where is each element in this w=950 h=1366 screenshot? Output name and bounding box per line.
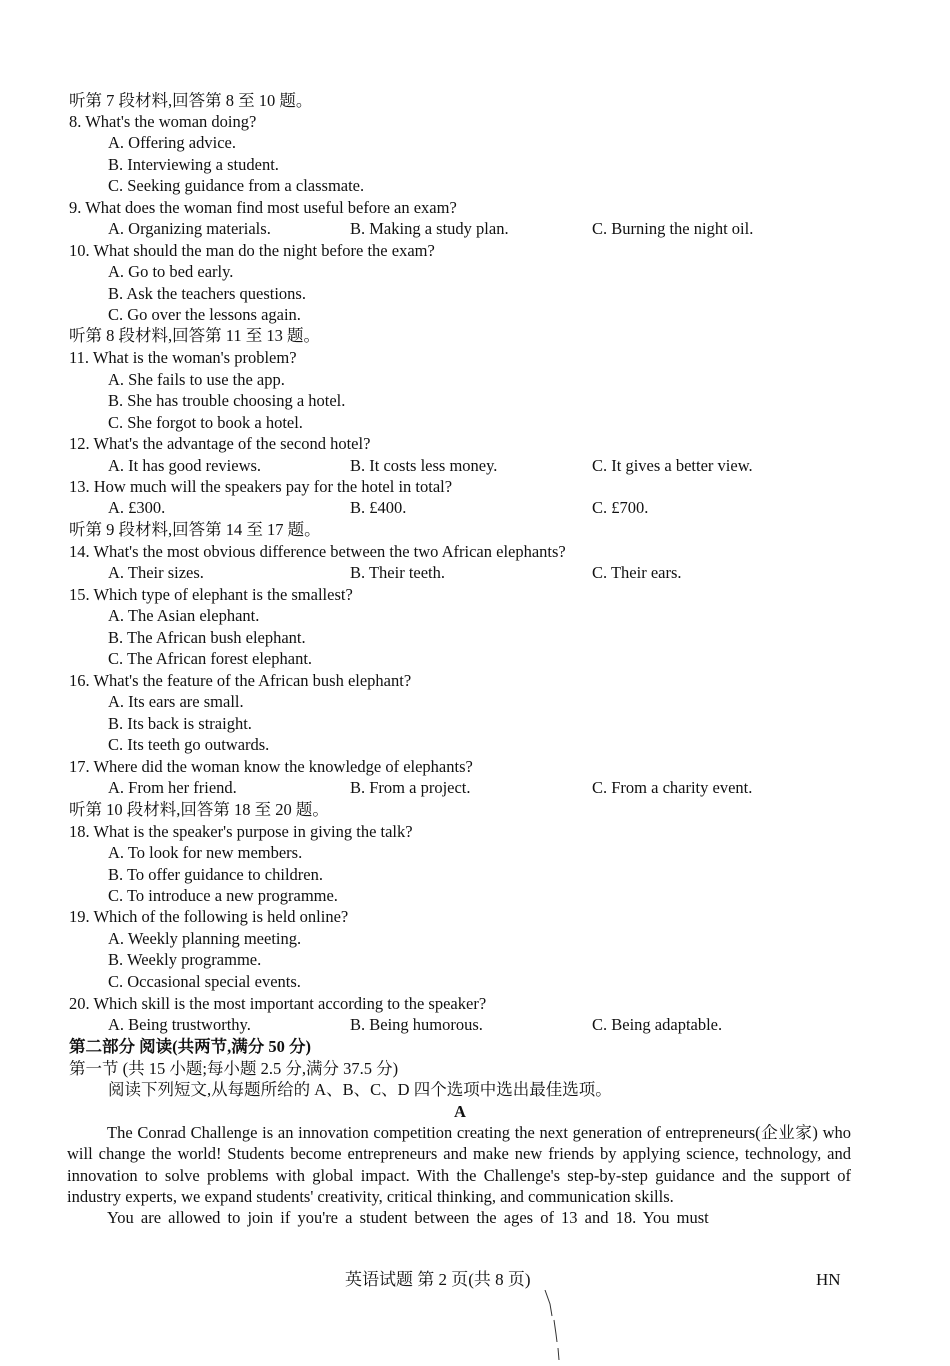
- reading-passage-a: [67, 1122, 851, 1228]
- option-b: B. Making a study plan.: [350, 219, 509, 238]
- answer-option: B. Its back is straight.: [108, 714, 252, 733]
- option-a: A. Their sizes.: [108, 563, 204, 582]
- question-line: 14. What's the most obvious difference between the two African elephants?: [69, 542, 566, 561]
- passage-paragraph-1: The Conrad Challenge is an innovation competition creating the next generation of entrepreneurs(企业家) who will change the world! Students become entrepreneurs and make new friends by applying science, technology, and innovation to solve problems with global impact. With the Challenge's step-by-step guidance and the support of industry experts, we expand students' creativity, critical thinking, and communication skills.: [67, 1123, 851, 1206]
- paper-crease-mark: [542, 1290, 562, 1362]
- answer-option: B. Weekly programme.: [108, 950, 262, 969]
- question-line: 12. What's the advantage of the second hotel?: [69, 434, 371, 453]
- question-line: 20. Which skill is the most important according to the speaker?: [69, 994, 487, 1013]
- answer-option: C. Occasional special events.: [108, 972, 301, 991]
- question-line: 16. What's the feature of the African bush elephant?: [69, 671, 412, 690]
- option-a: A. Organizing materials.: [108, 219, 271, 238]
- option-c: C. Their ears.: [592, 563, 682, 582]
- question-line: 听第 8 段材料,回答第 11 至 13 题。: [69, 326, 321, 345]
- footer-page-number: 英语试题 第 2 页(共 8 页): [345, 1270, 531, 1289]
- answer-option: A. She fails to use the app.: [108, 370, 285, 389]
- answer-option: C. Go over the lessons again.: [108, 305, 301, 324]
- question-line: 17. Where did the woman know the knowledge of elephants?: [69, 757, 473, 776]
- option-a: A. Being trustworthy.: [108, 1015, 251, 1034]
- answer-option: B. Ask the teachers questions.: [108, 284, 306, 303]
- option-b: B. £400.: [350, 498, 407, 517]
- question-line: 第二部分 阅读(共两节,满分 50 分): [69, 1037, 311, 1056]
- question-line: 15. Which type of elephant is the smallest?: [69, 585, 353, 604]
- question-line: 听第 7 段材料,回答第 8 至 10 题。: [69, 91, 313, 110]
- answer-option: A. Its ears are small.: [108, 692, 244, 711]
- answer-option: C. The African forest elephant.: [108, 649, 313, 668]
- question-line: 19. Which of the following is held online?: [69, 907, 349, 926]
- option-c: C. Being adaptable.: [592, 1015, 723, 1034]
- option-b: B. From a project.: [350, 778, 471, 797]
- question-line: 听第 10 段材料,回答第 18 至 20 题。: [69, 800, 329, 819]
- option-b: B. Their teeth.: [350, 563, 446, 582]
- question-line: A: [454, 1102, 466, 1121]
- answer-option: 阅读下列短文,从每题所给的 A、B、C、D 四个选项中选出最佳选项。: [108, 1080, 612, 1099]
- option-b: B. It costs less money.: [350, 456, 498, 475]
- option-a: A. £300.: [108, 498, 166, 517]
- answer-option: A. Go to bed early.: [108, 262, 234, 281]
- option-a: A. It has good reviews.: [108, 456, 262, 475]
- option-a: A. From her friend.: [108, 778, 237, 797]
- answer-option: C. Seeking guidance from a classmate.: [108, 176, 365, 195]
- option-c: C. Burning the night oil.: [592, 219, 754, 238]
- answer-option: B. To offer guidance to children.: [108, 865, 323, 884]
- answer-option: B. She has trouble choosing a hotel.: [108, 391, 346, 410]
- passage-paragraph-2: You are allowed to join if you're a student between the ages of 13 and 18. You must: [107, 1208, 709, 1228]
- question-line: 18. What is the speaker's purpose in giving the talk?: [69, 822, 413, 841]
- answer-option: C. Its teeth go outwards.: [108, 735, 270, 754]
- option-c: C. £700.: [592, 498, 649, 517]
- answer-option: C. She forgot to book a hotel.: [108, 413, 303, 432]
- answer-option: B. The African bush elephant.: [108, 628, 306, 647]
- question-line: 8. What's the woman doing?: [69, 112, 257, 131]
- question-line: 13. How much will the speakers pay for the hotel in total?: [69, 477, 453, 496]
- footer-region-code: HN: [816, 1270, 841, 1289]
- question-line: 11. What is the woman's problem?: [69, 348, 297, 367]
- option-c: C. It gives a better view.: [592, 456, 753, 475]
- question-line: 听第 9 段材料,回答第 14 至 17 题。: [69, 520, 321, 539]
- answer-option: B. Interviewing a student.: [108, 155, 279, 174]
- option-c: C. From a charity event.: [592, 778, 753, 797]
- question-line: 9. What does the woman find most useful before an exam?: [69, 198, 457, 217]
- answer-option: C. To introduce a new programme.: [108, 886, 338, 905]
- question-line: 10. What should the man do the night before the exam?: [69, 241, 435, 260]
- answer-option: A. Offering advice.: [108, 133, 236, 152]
- answer-option: A. To look for new members.: [108, 843, 303, 862]
- option-b: B. Being humorous.: [350, 1015, 483, 1034]
- answer-option: A. The Asian elephant.: [108, 606, 260, 625]
- question-line: 第一节 (共 15 小题;每小题 2.5 分,满分 37.5 分): [69, 1059, 399, 1078]
- answer-option: A. Weekly planning meeting.: [108, 929, 302, 948]
